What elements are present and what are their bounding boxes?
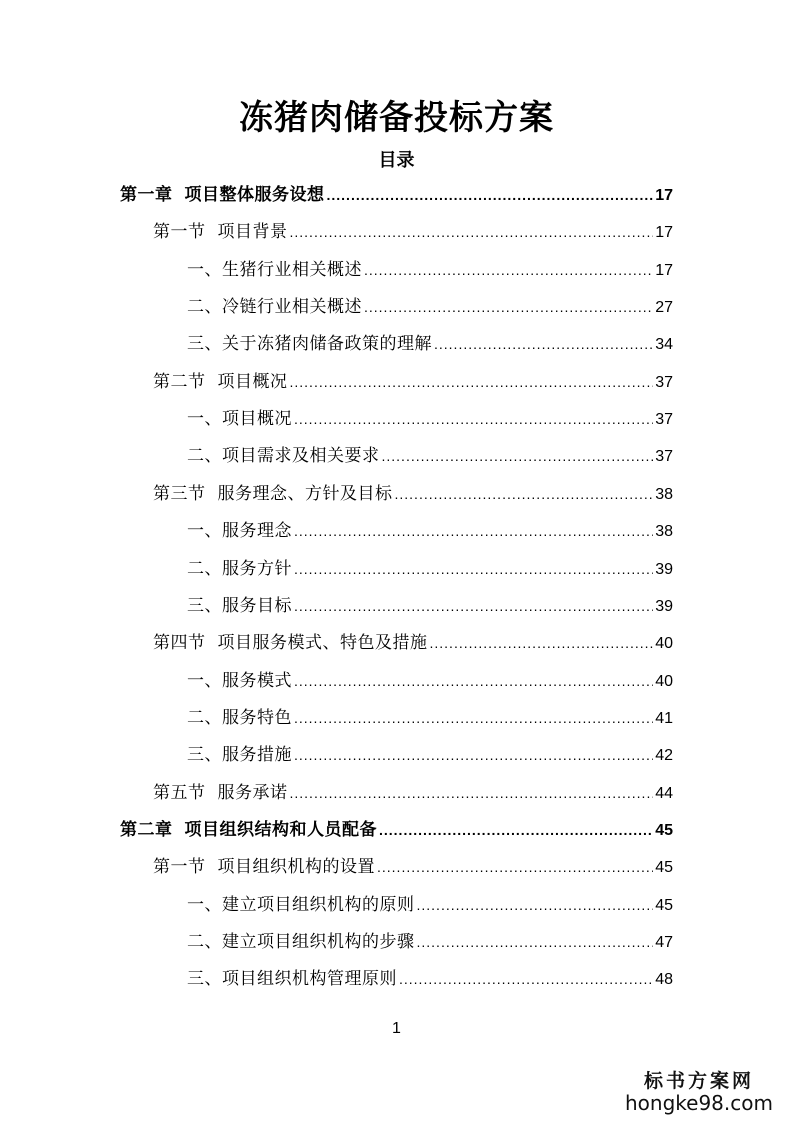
toc-entry-page: 37 [655,411,673,429]
toc-entry-number: 二、 [187,707,222,728]
toc-entry-text: 服务承诺 [217,782,288,803]
toc-entry-text: 项目整体服务设想 [184,185,325,205]
toc-entry-number: 三、 [187,969,222,990]
toc-entry-number: 二、 [187,446,222,467]
toc-entry-label [120,180,325,205]
toc-entry-label [187,329,432,354]
toc-entry[interactable] [187,927,673,953]
toc-entry-page: 45 [655,859,673,877]
toc-dot-leader [294,411,653,427]
watermark-url: hongke98.com [625,1091,773,1115]
toc-entry-label [153,217,288,242]
toc-entry-text: 关于冻猪肉储备政策的理解 [222,334,432,355]
document-title: 冻猪肉储备投标方案 [239,98,554,138]
toc-entry-text: 项目组织结构和人员配备 [184,819,377,840]
toc-entry-page: 48 [655,971,673,989]
toc-entry-text: 项目概况 [217,371,288,392]
toc-entry[interactable] [187,516,673,542]
toc-dot-leader [294,747,653,763]
toc-entry-label [153,628,428,653]
toc-entry-text: 建立项目组织机构的步骤 [222,932,415,952]
toc-entry-page: 17 [655,187,673,204]
toc-entry-page: 17 [655,224,673,242]
toc-entry-number: 一、 [187,670,222,691]
toc-dot-leader [294,598,653,614]
toc-entry-number: 一、 [187,894,222,915]
toc-entry-page: 44 [655,784,673,802]
toc-entry-page: 41 [655,709,673,727]
toc-dot-leader [382,448,654,464]
toc-dot-leader [327,187,654,203]
toc-dot-leader [294,561,653,577]
toc-entry-number: 一、 [187,521,222,542]
toc-entry-text: 项目组织机构管理原则 [222,969,397,990]
toc-entry[interactable] [187,255,673,281]
toc-entry-number: 第一节 [153,222,206,243]
toc-entry-text: 项目概况 [222,409,292,430]
toc-entry-page: 37 [655,373,673,391]
toc-entry-label [153,479,393,504]
toc-entry-label [187,964,397,989]
toc-entry-page: 45 [655,896,673,914]
toc-entry[interactable] [187,329,673,355]
toc-entry-page: 38 [655,523,673,541]
toc-dot-leader [399,971,653,987]
toc-entry-text: 服务理念、方针及目标 [217,483,393,504]
toc-entry-text: 项目服务模式、特色及措施 [217,633,428,654]
toc-dot-leader [377,859,653,875]
toc-dot-leader [294,673,653,689]
toc-dot-leader [417,934,654,950]
toc-entry[interactable] [187,740,673,766]
toc-entry-number: 二、 [187,558,222,579]
toc-entry-label [187,740,292,765]
toc-entry-number: 第五节 [153,782,206,803]
toc-entry-text: 项目需求及相关要求 [222,446,380,467]
toc-entry-label [187,554,292,579]
toc-entry-text: 服务理念 [222,521,292,542]
toc-entry-page: 39 [655,560,673,578]
toc-entry-page: 40 [655,635,673,653]
toc-entry-label [187,441,380,466]
toc-entry-page: 38 [655,485,673,503]
toc-entry[interactable] [153,217,673,243]
toc-dot-leader [364,262,653,278]
toc-entry-text: 服务目标 [222,595,292,616]
toc-entry[interactable] [153,628,673,654]
toc-entry[interactable] [120,180,673,206]
toc-dot-leader [294,710,653,726]
toc-entry-label [187,591,292,616]
toc-dot-leader [364,299,653,315]
toc-entry-number: 一、 [187,259,222,280]
toc-entry-page: 17 [655,261,673,279]
toc-entry-number: 一、 [187,409,222,430]
toc-entry-label [187,292,362,317]
toc-dot-leader [290,224,654,240]
toc-entry-number: 第一章 [120,185,173,205]
toc-entry[interactable] [187,964,673,990]
toc-entry[interactable] [187,441,673,467]
toc-entry-page: 47 [655,934,673,951]
toc-entry-number: 第三节 [153,483,206,504]
toc-entry[interactable] [153,367,673,393]
toc-entry-text: 冷链行业相关概述 [222,297,362,318]
toc-entry-page: 39 [655,597,673,615]
toc-entry-number: 三、 [187,334,222,355]
page-number: 1 [392,1020,401,1037]
toc-entry-number: 第二章 [120,819,173,840]
watermark [619,1066,779,1115]
toc-entry-number: 三、 [187,745,222,766]
toc-entry-label [187,666,292,691]
toc-entry-label [153,778,288,803]
toc-entry-label [187,255,362,280]
toc-dot-leader [430,635,654,651]
toc-entry-page: 27 [655,299,673,317]
toc-entry[interactable] [153,852,673,878]
toc-entry[interactable] [187,591,673,617]
toc-entry-text: 服务特色 [222,707,292,728]
toc-entry-text: 生猪行业相关概述 [222,259,362,280]
watermark-chinese-text: 标书方案网 [643,1070,754,1092]
toc-entry[interactable] [153,778,673,804]
toc-entry-text: 服务措施 [222,745,292,766]
toc-entry-page: 45 [655,821,673,839]
toc-dot-leader [290,785,654,801]
toc-entry-text: 建立项目组织机构的原则 [222,894,415,915]
toc-entry[interactable] [187,554,673,580]
toc-entry[interactable] [153,479,673,505]
toc-entry-number: 三、 [187,595,222,616]
toc-entry[interactable] [187,890,673,916]
toc-entry-label [187,703,292,728]
toc-entry-page: 34 [655,336,673,354]
toc-entry-label [187,890,415,915]
toc-entry-label [120,815,377,840]
toc-entry-number: 第一节 [153,857,206,878]
toc-dot-leader [417,897,654,913]
toc-entry-label [187,927,415,952]
toc-entry-text: 服务模式 [222,670,292,691]
toc-entry-number: 二、 [187,932,222,952]
toc-heading: 目录 [378,150,415,171]
toc-entry-number: 二、 [187,297,222,318]
toc-entry[interactable] [187,666,673,692]
toc-dot-leader [294,523,653,539]
toc-entry[interactable] [120,815,673,841]
toc-entry-label [187,516,292,541]
toc-entry[interactable] [187,703,673,729]
toc-dot-leader [395,486,654,502]
toc-entry-page: 37 [655,448,673,466]
toc-entry[interactable] [187,292,673,318]
toc-dot-leader [379,822,653,838]
toc-entry-text: 项目背景 [217,222,288,243]
toc-dot-leader [434,336,653,352]
toc-entry[interactable] [187,404,673,430]
toc-entry-number: 第二节 [153,371,206,392]
toc-entry-label [153,367,288,392]
toc-entry-label [153,852,375,877]
toc-entry-text: 服务方针 [222,558,292,579]
toc-entry-label [187,404,292,429]
toc-entry-page: 40 [655,672,673,690]
toc-dot-leader [290,374,654,390]
toc-entry-number: 第四节 [153,633,206,654]
toc-entry-text: 项目组织机构的设置 [217,857,375,878]
toc-entry-page: 42 [655,747,673,765]
